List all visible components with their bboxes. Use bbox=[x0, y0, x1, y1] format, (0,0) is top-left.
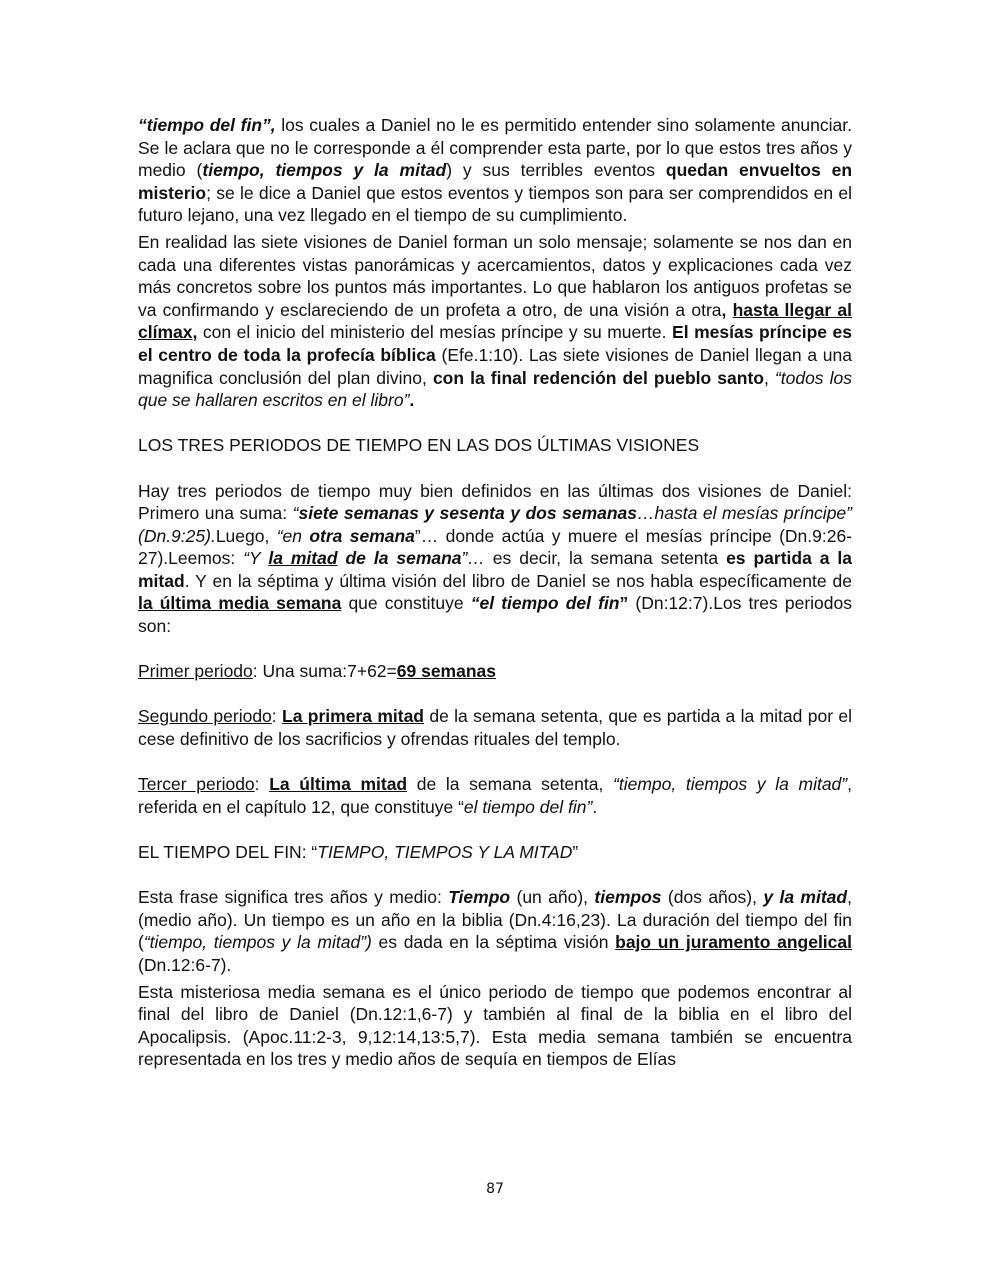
period-label: Primer periodo bbox=[138, 661, 253, 682]
document-body bbox=[138, 114, 852, 1071]
text-span: los cuales a Daniel no le es permitido entender sino solamente anunciar. Se le aclara que no le corresponde a él comprender esta parte, por lo que estos tres años y medio ( bbox=[138, 115, 852, 181]
text-span: con la final redención del pueblo santo bbox=[432, 367, 764, 388]
text-span: . Y en la séptima y última visión del libro de Daniel se nos habla específicamente de bbox=[184, 570, 852, 591]
text-span: tiempo, tiempos y la mitad bbox=[202, 160, 447, 181]
text-span: “tiempo del fin”, bbox=[138, 115, 276, 135]
text-span: , bbox=[763, 367, 775, 388]
text-span: hasta llegar al clímax bbox=[138, 299, 852, 343]
text-span: . bbox=[592, 796, 598, 817]
text-span: el tiempo del fin” bbox=[463, 796, 593, 817]
text-span: de la semana setenta, que es partida a la mitad por el cese definitivo de los sacrificios y ofrendas rituales del templo. bbox=[138, 706, 852, 750]
text-span: . bbox=[409, 390, 415, 411]
text-span: bajo un juramento angelical bbox=[615, 932, 852, 953]
text-span: , (medio año). Un tiempo es un año en la biblia (Dn.4:16,23). La duración del tiempo del fin ( bbox=[138, 887, 852, 953]
text-span: , bbox=[192, 322, 198, 343]
text-span: , referida en el capítulo 12, que constituye “ bbox=[138, 774, 852, 817]
text-span: siete semanas y sesenta y dos semanas bbox=[298, 503, 638, 524]
text-span: …hasta el mesías príncipe” (Dn.9:25). bbox=[138, 503, 852, 546]
page-number: 87 bbox=[486, 1181, 504, 1197]
section-heading-tiempo-del-fin bbox=[138, 841, 852, 864]
text-span: “Y bbox=[243, 548, 269, 569]
text-span: ; se le dice a Daniel que estos eventos y tiempos son para ser comprendidos en el futuro lejano, una vez llegado en el tiempo de su cumplimiento. bbox=[138, 182, 852, 226]
text-span: (dos años), bbox=[661, 887, 764, 908]
text-span: Luego, bbox=[215, 525, 277, 546]
period-primer bbox=[138, 660, 852, 683]
text-span: es dada en la séptima visión bbox=[371, 932, 616, 953]
section-heading-tres-periodos: LOS TRES PERIODOS DE TIEMPO EN LAS DOS ÚLTIMAS VISIONES bbox=[138, 435, 700, 456]
text-span: TIEMPO, TIEMPOS Y LA MITAD bbox=[317, 842, 573, 862]
text-span: , bbox=[721, 299, 733, 320]
text-span: ” bbox=[572, 842, 579, 862]
text-span: de la semana setenta, bbox=[407, 774, 614, 795]
text-span: de la semana bbox=[345, 548, 462, 569]
paragraph-tres-periodos bbox=[138, 480, 852, 638]
text-span: con el inicio del ministerio del mesías príncipe y su muerte. bbox=[197, 322, 673, 343]
text-span: (Efe.1:10). Las siete visiones de Daniel llegan a una magnifica conclusión del plan divino, bbox=[138, 344, 852, 388]
text-span: “en bbox=[276, 525, 310, 546]
text-span: EL TIEMPO DEL FIN: “ bbox=[138, 842, 318, 862]
text-span: Tiempo bbox=[448, 887, 511, 908]
text-span: El mesías príncipe es el centro de toda la profecía bíblica bbox=[138, 322, 852, 365]
text-span: ” bbox=[619, 593, 629, 614]
text-span: quedan envueltos en misterio bbox=[138, 160, 853, 203]
text-span: : Una suma:7+62= bbox=[252, 661, 397, 682]
paragraph-tiempo-del-fin bbox=[138, 114, 852, 227]
text-span: tiempos bbox=[594, 887, 662, 908]
text-span: otra semana bbox=[309, 525, 415, 546]
text-span: Hay tres periodos de tiempo muy bien definidos en las últimas dos visiones de Daniel: Primero una suma: bbox=[138, 480, 852, 524]
paragraph-siete-visiones bbox=[138, 231, 852, 412]
text-span: La última mitad bbox=[269, 774, 408, 795]
text-span: la mitad bbox=[268, 548, 338, 569]
text-span: “todos los que se hallaren escritos en el libro” bbox=[138, 367, 852, 411]
text-span: 69 semanas bbox=[396, 661, 497, 682]
text-span: “el tiempo del fin bbox=[470, 593, 620, 614]
text-span: ) y sus terribles eventos bbox=[446, 160, 666, 181]
text-span: (Dn:12:7).Los tres periodos son: bbox=[138, 593, 852, 637]
text-span: “tiempo, tiempos y la mitad”) bbox=[143, 932, 372, 953]
text-span: la última media semana bbox=[138, 593, 342, 614]
text-span: : bbox=[254, 774, 270, 795]
text-span: Esta frase significa tres años y medio: bbox=[138, 887, 449, 908]
text-span: “ bbox=[292, 503, 299, 524]
text-span: “tiempo, tiempos y la mitad” bbox=[613, 774, 848, 795]
text-span: es partida a la mitad bbox=[138, 548, 852, 591]
period-label: Tercer periodo bbox=[138, 774, 255, 795]
paragraph-tres-anos-y-medio bbox=[138, 886, 852, 976]
text-span: ”… donde actúa y muere el mesías príncipe (Dn.9:26-27).Leemos: bbox=[138, 525, 853, 569]
text-span: y la mitad bbox=[763, 887, 848, 908]
period-label: Segundo periodo bbox=[138, 706, 272, 727]
text-span: ”… bbox=[461, 548, 485, 569]
period-segundo bbox=[138, 705, 852, 750]
text-span: En realidad las siete visiones de Daniel forman un solo mensaje; solamente se nos dan en cada una diferentes vistas panorámicas y acercamientos, datos y explicaciones cada vez más concretos sobre los puntos más importantes. Lo que hablaron los antiguos profetas se va confirmando y esclareciendo de un profeta a otro, de una visión a otra bbox=[138, 231, 852, 320]
text-span: (un año), bbox=[510, 887, 595, 908]
paragraph-media-semana: Esta misteriosa media semana es el único periodo de tiempo que podemos encontrar al final del libro de Daniel (Dn.12:1,6-7) y también al final de la biblia en el libro del Apocalipsis. (Apoc.11:2-3, 9,12:14,13:5,7). Esta media semana también se encuentra representada en los tres y medio años de sequía en tiempos de Elías bbox=[138, 981, 852, 1070]
text-span: La primera mitad bbox=[282, 706, 424, 727]
text-span: es decir, la semana setenta bbox=[484, 548, 727, 569]
text-span: : bbox=[271, 706, 283, 727]
text-span: que constituye bbox=[341, 593, 471, 614]
period-tercer bbox=[138, 773, 852, 818]
text-span: (Dn.12:6-7). bbox=[138, 954, 232, 975]
